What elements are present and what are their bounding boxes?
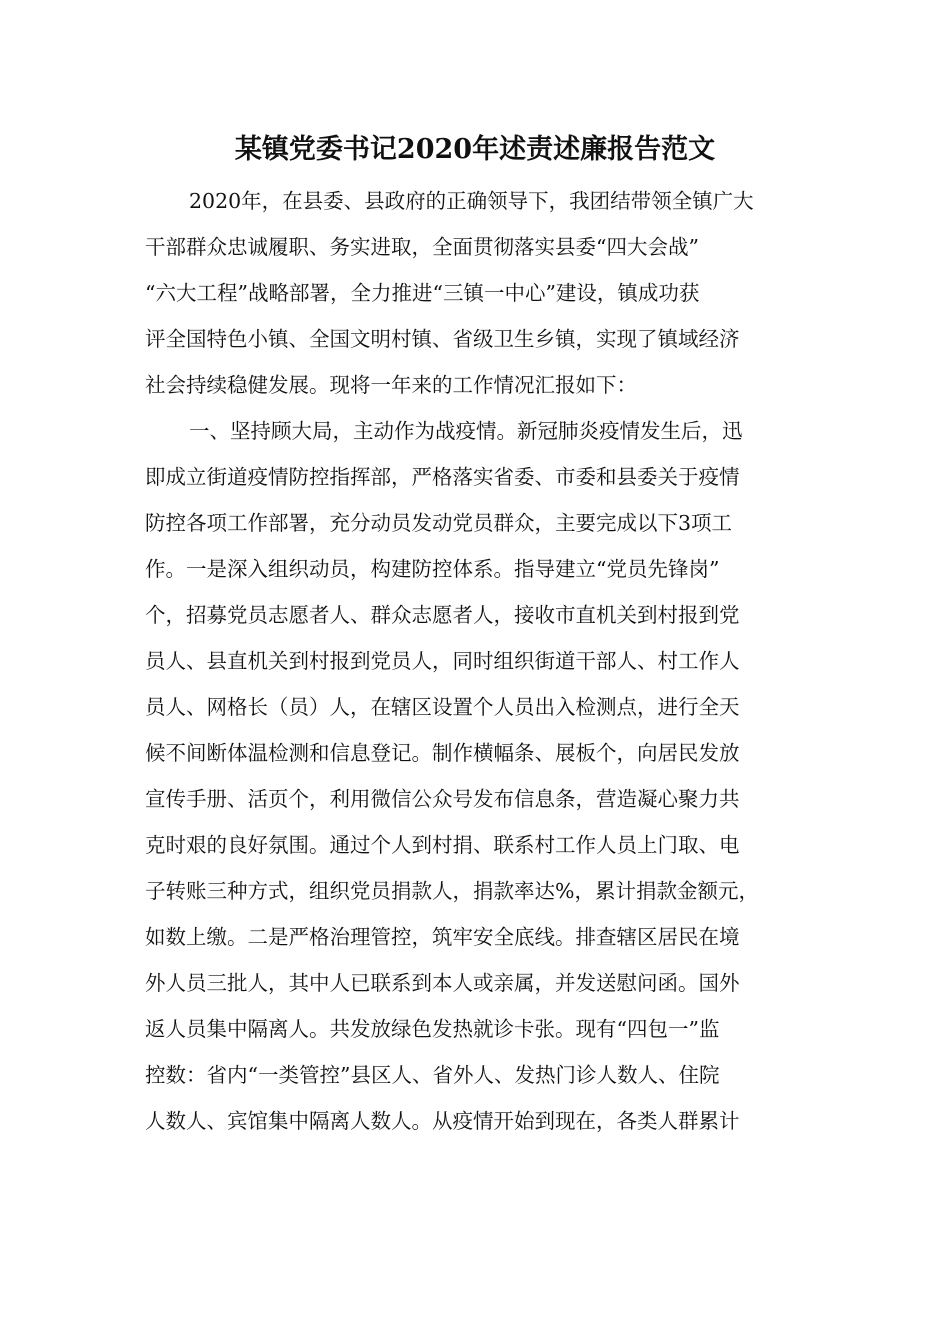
text-line: 如数上缴。二是严格治理管控，筑牢安全底线。排查辖区居民在境 (145, 925, 740, 949)
document-body (145, 178, 807, 1144)
text-line: 候不间断体温检测和信息登记。制作横幅条、展板个，向居民发放 (145, 741, 740, 765)
text-line: 外人员三批人，其中人已联系到本人或亲属，并发送慰问函。国外 (145, 971, 740, 995)
text-line: 子转账三种方式，组织党员捐款人，捐款率达%，累计捐款金额元， (145, 879, 759, 903)
text-line: 控数：省内“一类管控”县区人、省外人、发热门诊人数人、住院 (145, 1063, 720, 1087)
text-line: 防控各项工作部署，充分动员发动党员群众，主要完成以下3项工 (145, 511, 733, 535)
text-line: “六大工程”战略部署，全力推进“三镇一中心”建设，镇成功获 (145, 281, 700, 305)
text-line: 社会持续稳健发展。现将一年来的工作情况汇报如下： (145, 373, 637, 397)
text-line: 返人员集中隔离人。共发放绿色发热就诊卡张。现有“四包一”监 (145, 1017, 720, 1041)
text-line: 评全国特色小镇、全国文明村镇、省级卫生乡镇，实现了镇域经济 (145, 327, 740, 351)
text-line: 一、坚持顾大局，主动作为战疫情。新冠肺炎疫情发生后，迅 (189, 419, 743, 443)
text-line: 即成立街道疫情防控指挥部，严格落实省委、市委和县委关于疫情 (145, 465, 740, 489)
document-title: 某镇党委书记2020年述责述廉报告范文 (234, 134, 716, 165)
text-line: 干部群众忠诚履职、务实进取，全面贯彻落实县委“四大会战” (145, 235, 699, 259)
text-line: 宣传手册、活页个，利用微信公众号发布信息条，营造凝心聚力共 (145, 787, 740, 811)
text-line: 人数人、宾馆集中隔离人数人。从疫情开始到现在，各类人群累计 (145, 1109, 740, 1133)
text-line: 2020年，在县委、县政府的正确领导下，我团结带领全镇广大 (189, 189, 754, 213)
text-line: 员人、网格长（员）人，在辖区设置个人员出入检测点，进行全天 (145, 695, 740, 719)
text-line: 作。一是深入组织动员，构建防控体系。指导建立“党员先锋岗” (145, 557, 720, 581)
text-line: 克时艰的良好氛围。通过个人到村捐、联系村工作人员上门取、电 (145, 833, 740, 857)
text-line: 员人、县直机关到村报到党员人，同时组织街道干部人、村工作人 (145, 649, 740, 673)
text-line: 个，招募党员志愿者人、群众志愿者人，接收市直机关到村报到党 (145, 603, 740, 627)
